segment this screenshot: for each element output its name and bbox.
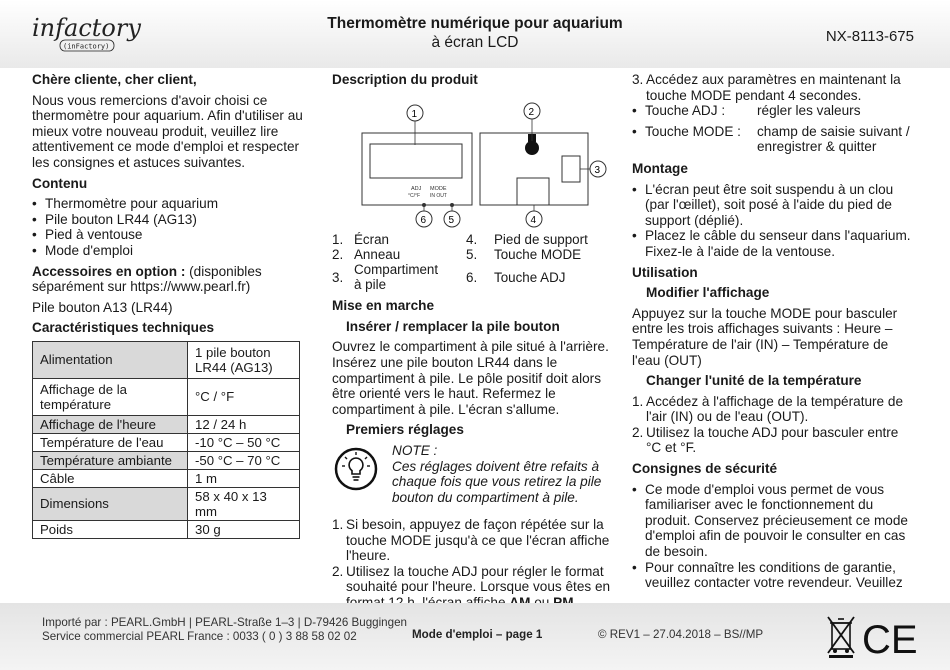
ce-mark: CE <box>862 618 918 662</box>
mounting-heading: Montage <box>632 160 688 176</box>
lightbulb-icon <box>334 447 378 491</box>
greeting: Chère cliente, cher client, <box>32 72 197 87</box>
mode-button <box>450 203 454 207</box>
step-number: 2. <box>332 563 344 579</box>
list-item: • Pied à ventouse <box>32 227 304 243</box>
spec-key: Température ambiante <box>33 451 188 469</box>
note-text: Ces réglages doivent être refaits à chaque fois que vous retirez la pile bouton du compartiment à pile. <box>392 458 602 505</box>
step-text: Utilisez la touche ADJ pour basculer entre °C et °F. <box>646 424 899 456</box>
importer-line: Importé par : PEARL.GmbH | PEARL-Straße 1–3 | D-79426 Buggingen <box>42 616 407 629</box>
first-settings-steps <box>332 517 612 611</box>
step-text: Utilisez la touche ADJ pour régler le format souhaité pour l'heure. Lorsque vous êtes en <box>346 563 611 595</box>
legend-number: 6. <box>466 269 478 285</box>
table-row <box>33 487 300 520</box>
mounting-list <box>632 182 914 260</box>
product-diagram <box>332 93 612 229</box>
page-header <box>0 0 950 68</box>
column-3 <box>632 72 914 596</box>
spec-key: Poids <box>33 520 188 538</box>
note-box <box>332 443 612 513</box>
table-row <box>33 469 300 487</box>
step-number: 3. <box>632 72 644 87</box>
specs-heading: Caractéristiques techniques <box>32 320 215 336</box>
list-item: • L'écran peut être soit suspendu à un clou (par l'œillet), soit posé à l'aide du pied de support (déplié). <box>632 182 914 229</box>
spec-value: -50 °C – 70 °C <box>188 451 300 469</box>
display-paragraph: Appuyez sur la touche MODE pour basculer entre les trois affichages suivants : Heure – Température de l'air (IN) – Température de l'eau (OUT) <box>632 305 898 368</box>
page-label: Mode d'emploi – page 1 <box>412 628 543 641</box>
unit-steps <box>632 394 914 456</box>
legend-label: Anneau <box>354 247 401 263</box>
product-code: NX-8113-675 <box>825 28 914 45</box>
spec-key: Affichage de l'heure <box>33 415 188 433</box>
contents-heading: Contenu <box>32 175 88 191</box>
description-heading: Description du produit <box>332 72 478 87</box>
back-view <box>480 103 606 227</box>
list-item <box>632 394 914 425</box>
title-line-1: Thermomètre numérique pour aquarium <box>327 15 623 32</box>
revision-label: © REV1 – 27.04.2018 – BS//MP <box>598 628 764 641</box>
spec-value: 1 pile bouton LR44 (AG13) <box>188 341 300 378</box>
column-2 <box>332 72 612 616</box>
callout-2: 2 <box>528 106 535 118</box>
list-item <box>332 517 612 564</box>
unit-subheading: Changer l'unité de la température <box>646 373 862 389</box>
spec-key: Affichage de la température <box>33 378 188 415</box>
note-title: NOTE : <box>392 442 438 458</box>
mode-sub-label: IN OUT <box>430 192 447 199</box>
infactory-logo <box>30 10 141 56</box>
spec-key: Dimensions <box>33 487 188 520</box>
mode-label: MODE <box>430 185 447 192</box>
support-foot <box>517 178 549 205</box>
legend-number: 4. <box>466 232 478 248</box>
accessories-item: Pile bouton A13 (LR44) <box>32 299 173 315</box>
key-function: champ de saisie suivant / enregistrer & quitter <box>757 123 910 155</box>
list-item: • Mode d'emploi <box>32 243 304 259</box>
column-1 <box>32 72 304 539</box>
table-row <box>33 451 300 469</box>
table-row <box>33 378 300 415</box>
spec-value: 1 m <box>188 469 300 487</box>
svg-text:infactory: infactory <box>32 14 141 42</box>
crossed-bin-icon <box>828 617 854 658</box>
accessories-label: Accessoires en option : <box>32 263 186 279</box>
document-title <box>270 14 680 52</box>
first-settings-subheading: Premiers réglages <box>346 422 464 438</box>
adj-button <box>422 203 426 207</box>
list-item: • Thermomètre pour aquarium <box>32 196 304 212</box>
battery-compartment <box>562 156 580 182</box>
lcd-screen <box>370 144 462 178</box>
callout-5: 5 <box>448 214 455 226</box>
legend-label: Touche ADJ <box>494 269 566 285</box>
key-functions <box>632 103 914 155</box>
safety-heading: Consignes de sécurité <box>632 461 778 477</box>
intro-paragraph: Nous vous remercions d'avoir choisi ce thermomètre pour aquarium. Afin d'utiliser au mieux votre nouveau produit, veuillez lire attentivement ce mode d'emploi et respecter les consignes et astuces suivantes. <box>32 92 303 170</box>
table-row <box>33 341 300 378</box>
importer-info <box>42 616 407 644</box>
legend-label: Écran <box>354 232 389 248</box>
step-number: 1. <box>332 516 344 532</box>
step-text: Si besoin, appuyez de façon répétée sur la touche MODE jusqu'à ce que l'écran affiche l'heure. <box>346 516 610 564</box>
service-line: Service commercial PEARL France : 0033 ( 0 ) 3 88 58 02 02 <box>42 630 357 643</box>
front-view <box>362 105 472 227</box>
spec-value: 58 x 40 x 13 mm <box>188 487 300 520</box>
spec-key: Température de l'eau <box>33 433 188 451</box>
legend-label: Pied de support <box>494 232 588 248</box>
adj-label: ADJ <box>411 185 422 192</box>
title-line-2: à écran LCD <box>431 34 519 51</box>
key-label: • Touche ADJ : <box>632 103 726 119</box>
step-text: Accédez à l'affichage de la température de l'air (IN) ou de l'eau (OUT). <box>646 393 904 425</box>
page-footer <box>0 603 950 670</box>
spec-value: 30 g <box>188 520 300 538</box>
table-row <box>33 520 300 538</box>
diagram-legend <box>332 232 612 292</box>
legend-number: 5. <box>466 247 478 263</box>
safety-list <box>632 482 914 591</box>
step-number: 2. <box>632 424 644 440</box>
weee-ce-marks <box>826 613 926 662</box>
callout-1: 1 <box>411 108 418 120</box>
list-item: • Ce mode d'emploi vous permet de vous familiariser avec le fonctionnement du produit. Conservez précieusement ce mode d'emploi afin de pouvoir le consulter en cas de besoin. <box>632 482 914 560</box>
spec-key: Câble <box>33 469 188 487</box>
step-text: Accédez aux paramètres en maintenant la touche MODE pendant 4 secondes. <box>646 72 901 103</box>
callout-4: 4 <box>530 214 537 226</box>
battery-subheading: Insérer / remplacer la pile bouton <box>346 318 560 334</box>
legend-label: Compartiment à pile <box>354 262 439 293</box>
legend-number: 1. <box>332 232 344 248</box>
list-item <box>632 425 914 456</box>
start-heading: Mise en marche <box>332 298 434 314</box>
spec-value: 12 / 24 h <box>188 415 300 433</box>
specs-table <box>32 341 300 539</box>
legend-number: 2. <box>332 247 344 263</box>
accessories-paragraph <box>32 264 304 295</box>
step-number: 1. <box>632 393 644 409</box>
display-subheading: Modifier l'affichage <box>646 285 770 301</box>
list-item: • Pour connaître les conditions de garantie, veuillez contacter votre revendeur. Veuillez <box>632 560 914 591</box>
battery-paragraph: Ouvrez le compartiment à pile situé à l'arrière. Insérez une pile bouton LR44 dans le compartiment à pile. Le pôle positif doit alors être orienté vers le haut. Refermez le compartiment à pile. L'écran s'allume. <box>332 339 609 417</box>
svg-text:(inFactory): (inFactory) <box>63 42 110 51</box>
adj-sub-label: °C/°F <box>408 192 421 199</box>
list-item: • Placez le câble du senseur dans l'aquarium. Fixez-le à l'aide de la ventouse. <box>632 228 914 259</box>
key-label: • Touche MODE : <box>632 123 741 139</box>
table-row <box>33 433 300 451</box>
list-item: • Pile bouton LR44 (AG13) <box>32 212 304 228</box>
callout-3: 3 <box>594 164 601 176</box>
accessories-text: (disponibles séparément sur https://www.pearl.fr) <box>32 263 262 295</box>
table-row <box>33 415 300 433</box>
list-item <box>632 72 914 103</box>
usage-heading: Utilisation <box>632 264 698 280</box>
spec-value: °C / °F <box>188 378 300 415</box>
contents-list <box>32 196 304 258</box>
key-function: régler les valeurs <box>757 103 861 119</box>
hanging-ring <box>525 141 539 155</box>
spec-key: Alimentation <box>33 341 188 378</box>
legend-label: Touche MODE <box>494 247 582 263</box>
spec-value: -10 °C – 50 °C <box>188 433 300 451</box>
legend-number: 3. <box>332 269 344 285</box>
callout-6: 6 <box>420 214 427 226</box>
settings-step-3 <box>632 72 914 103</box>
